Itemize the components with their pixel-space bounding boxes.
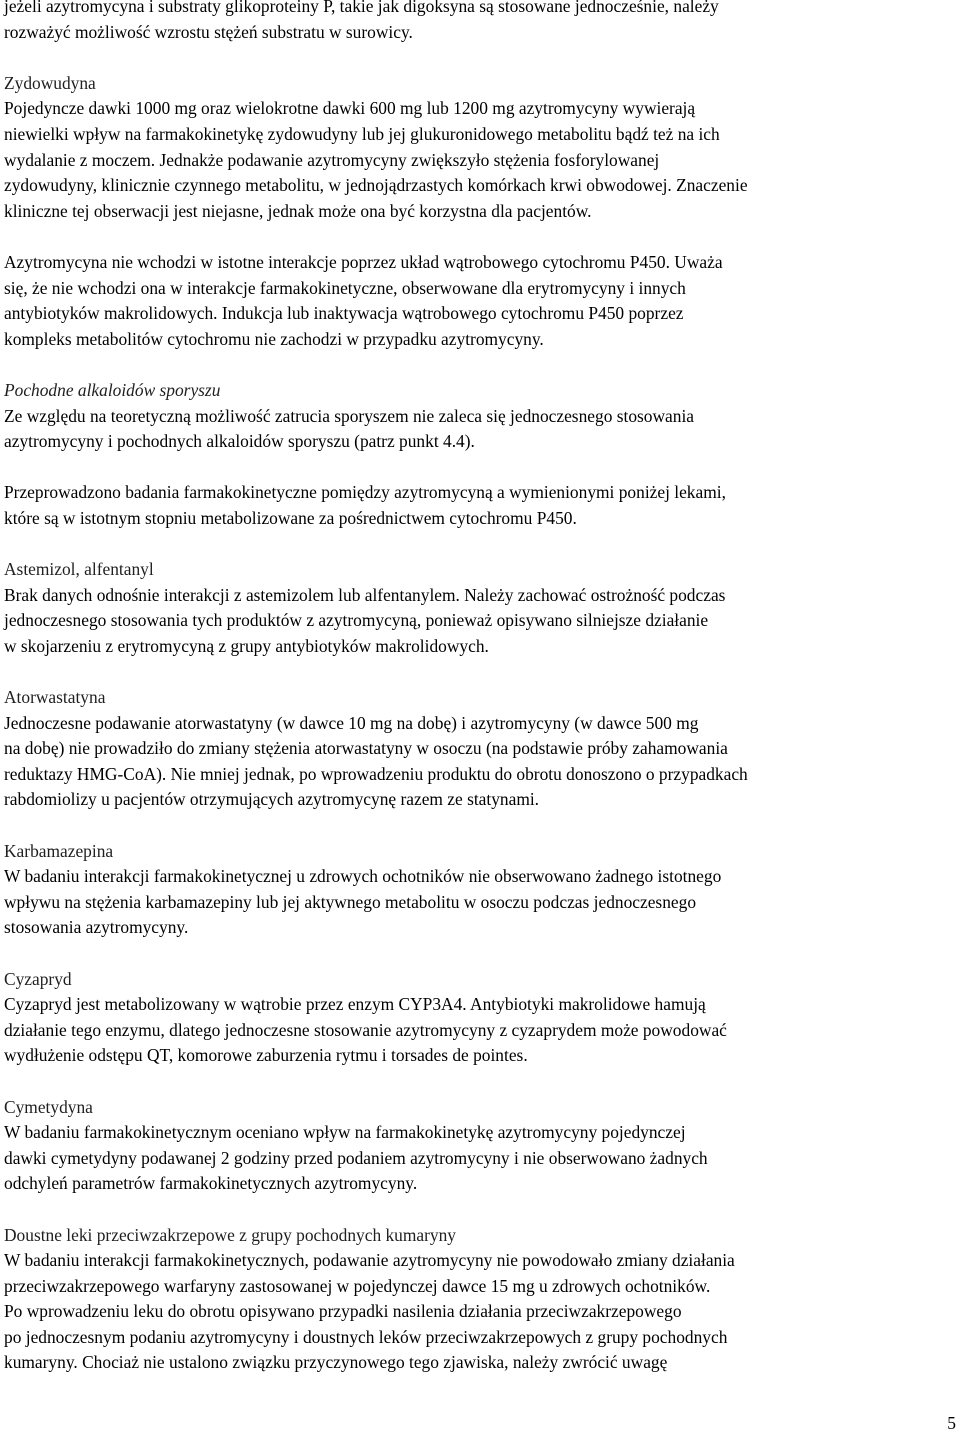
text-line: Cyzapryd jest metabolizowany w wątrobie przez enzym CYP3A4. Antybiotyki makrolidowe hamują <box>4 994 706 1015</box>
text-line: działanie tego enzymu, dlatego jednoczesne stosowanie azytromycyny z cyzaprydem może powodować <box>4 1019 727 1040</box>
section-doustne-leki <box>4 1223 956 1377</box>
text-line: Pojedyncze dawki 1000 mg oraz wielokrotne dawki 600 mg lub 1200 mg azytromycyny wywierają <box>4 98 696 119</box>
section-zydowudyna <box>4 71 956 225</box>
text-line: azytromycyny i pochodnych alkaloidów sporyszu (patrz punkt 4.4). <box>4 431 475 452</box>
text-line: odchyleń parametrów farmakokinetycznych azytromycyny. <box>4 1173 418 1194</box>
text-line: stosowania azytromycyny. <box>4 917 189 938</box>
text-line: niewielki wpływ na farmakokinetykę zydowudyny lub jej glukuronidowego metabolitu bądź też na ich <box>4 123 720 144</box>
text-line: Jednoczesne podawanie atorwastatyny (w dawce 10 mg na dobę) i azytromycyny (w dawce 500 mg <box>4 712 699 733</box>
text-line: na dobę) nie prowadziło do zmiany stężenia atorwastatyny w osoczu (na podstawie próby zahamowania <box>4 738 728 759</box>
page-number: 5 <box>947 1413 956 1433</box>
text-line: Przeprowadzono badania farmakokinetyczne pomiędzy azytromycyną a wymienionymi poniżej lekami, <box>4 482 726 503</box>
section-heading: Cyzapryd <box>4 968 72 989</box>
text-line: wpływu na stężenia karbamazepiny lub jej aktywnego metabolitu w osoczu podczas jednoczesnego <box>4 891 697 912</box>
section-cymetydyna <box>4 1095 956 1197</box>
text-line: kliniczne tej obserwacji jest niejasne, jednak może ona być korzystna dla pacjentów. <box>4 200 592 221</box>
document-page <box>4 0 956 1402</box>
text-line: po jednoczesnym podaniu azytromycyny i doustnych leków przeciwzakrzepowych z grupy pochodnych <box>4 1326 728 1347</box>
text-line: kumaryny. Chociaż nie ustalono związku przyczynowego tego zjawiska, należy zwrócić uwagę <box>4 1352 668 1373</box>
section-heading: Zydowudyna <box>4 72 96 93</box>
section-heading: Cymetydyna <box>4 1096 93 1117</box>
section-heading: Atorwastatyna <box>4 687 106 708</box>
text-line: zydowudyny, klinicznie czynnego metabolitu, w jednojądrzastych komórkach krwi obwodowej. Znaczenie <box>4 175 748 196</box>
text-line: antybiotyków makrolidowych. Indukcja lub inaktywacja wątrobowego cytochromu P450 poprzez <box>4 303 684 324</box>
text-line: rozważyć możliwość wzrostu stężeń substratu w surowicy. <box>4 21 413 42</box>
text-line: kompleks metabolitów cytochromu nie zachodzi w przypadku azytromycyny. <box>4 328 544 349</box>
text-line: W badaniu farmakokinetycznym oceniano wpływ na farmakokinetykę azytromycyny pojedynczej <box>4 1122 686 1143</box>
section-karbamazepina <box>4 839 956 941</box>
text-line: się, że nie wchodzi ona w interakcje farmakokinetyczne, obserwowane dla erytromycyny i innych <box>4 277 686 298</box>
text-line: w skojarzeniu z erytromycyną z grupy antybiotyków makrolidowych. <box>4 635 489 656</box>
text-line: Brak danych odnośnie interakcji z astemizolem lub alfentanylem. Należy zachować ostrożność podczas <box>4 584 726 605</box>
text-line: W badaniu interakcji farmakokinetycznej u zdrowych ochotników nie obserwowano żadnego istotnego <box>4 866 722 887</box>
section-astemizol <box>4 557 956 659</box>
section-pk-studies <box>4 480 956 531</box>
text-line: dawki cymetydyny podawanej 2 godziny przed podaniem azytromycyny i nie obserwowano żadnych <box>4 1147 708 1168</box>
text-line: przeciwzakrzepowego warfaryny zastosowanej w pojedynczej dawce 15 mg u zdrowych ochotników. <box>4 1275 711 1296</box>
text-line: które są w istotnym stopniu metabolizowane za pośrednictwem cytochromu P450. <box>4 507 577 528</box>
section-heading: Astemizol, alfentanyl <box>4 559 154 580</box>
section-atorwastatyna <box>4 685 956 813</box>
text-line: Po wprowadzeniu leku do obrotu opisywano przypadki nasilenia działania przeciwzakrzepowego <box>4 1301 682 1322</box>
text-line: Ze względu na teoretyczną możliwość zatrucia sporyszem nie zaleca się jednoczesnego stosowania <box>4 405 695 426</box>
text-line: Azytromycyna nie wchodzi w istotne interakcje poprzez układ wątrobowego cytochromu P450. Uważa <box>4 251 723 272</box>
text-line: jednoczesnego stosowania tych produktów z azytromycyną, ponieważ opisywano silniejsze działanie <box>4 610 709 631</box>
section-heading: Pochodne alkaloidów sporyszu <box>4 379 221 400</box>
text-line: jeżeli azytromycyna i substraty glikoproteiny P, takie jak digoksyna są stosowane jednocześnie, należy <box>4 0 719 16</box>
text-line: wydłużenie odstępu QT, komorowe zaburzenia rytmu i torsades de pointes. <box>4 1045 528 1066</box>
intro-paragraph <box>4 0 956 45</box>
section-heading: Karbamazepina <box>4 840 114 861</box>
section-heading: Doustne leki przeciwzakrzepowe z grupy pochodnych kumaryny <box>4 1224 456 1245</box>
section-ergot-alkaloids <box>4 378 956 455</box>
text-line: reduktazy HMG-CoA). Nie mniej jednak, po wprowadzeniu produktu do obrotu donoszono o przypadkach <box>4 763 748 784</box>
text-line: rabdomiolizy u pacjentów otrzymujących azytromycynę razem ze statynami. <box>4 789 540 810</box>
text-line: wydalanie z moczem. Jednakże podawanie azytromycyny zwiększyło stężenia fosforylowanej <box>4 149 660 170</box>
section-cytochrome-p450 <box>4 250 956 352</box>
text-line: W badaniu interakcji farmakokinetycznych, podawanie azytromycyny nie powodowało zmiany działania <box>4 1250 735 1271</box>
section-cyzapryd <box>4 967 956 1069</box>
